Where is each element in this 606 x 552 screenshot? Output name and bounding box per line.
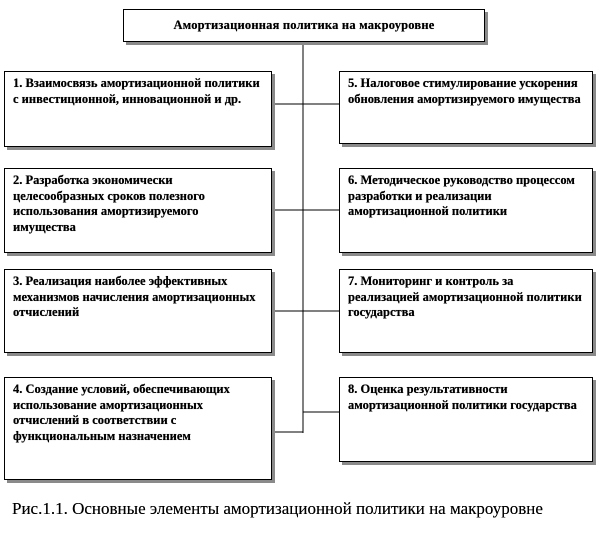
right-item-8: [339, 377, 593, 462]
left-item-4-label: 4. Создание условий, обеспечивающих использование амортизационных отчислений в соответствии с функциональным назначением: [13, 382, 230, 443]
left-item-4: [4, 377, 272, 480]
left-item-3: [4, 269, 272, 353]
left-item-1: [4, 71, 272, 147]
right-item-5-label: 5. Налоговое стимулирование ускорения обновления амортизируемого имущества: [348, 76, 581, 106]
right-item-6: [339, 168, 593, 253]
figure-caption: Рис.1.1. Основные элементы амортизационной политики на макроуровне: [12, 499, 543, 518]
right-item-5: [339, 71, 593, 144]
left-item-2: [4, 168, 272, 253]
root-label: Амортизационная политика на макроуровне: [173, 17, 435, 32]
right-item-8-label: 8. Оценка результативности амортизационной политики государства: [348, 382, 577, 412]
left-item-2-label: 2. Разработка экономически целесообразных сроков полезного использования амортизируемого имущества: [13, 173, 205, 234]
root-box: [123, 9, 485, 42]
left-item-3-label: 3. Реализация наиболее эффективных механизмов начисления амортизационных отчислений: [13, 274, 256, 319]
right-item-6-label: 6. Методическое руководство процессом разработки и реализации амортизационной политики: [348, 173, 575, 218]
left-item-1-label: 1. Взаимосвязь амортизационной политики с инвестиционной, инновационной и др.: [13, 76, 260, 106]
right-item-7: [339, 269, 593, 353]
right-item-7-label: 7. Мониторинг и контроль за реализацией амортизационной политики государства: [348, 274, 582, 319]
